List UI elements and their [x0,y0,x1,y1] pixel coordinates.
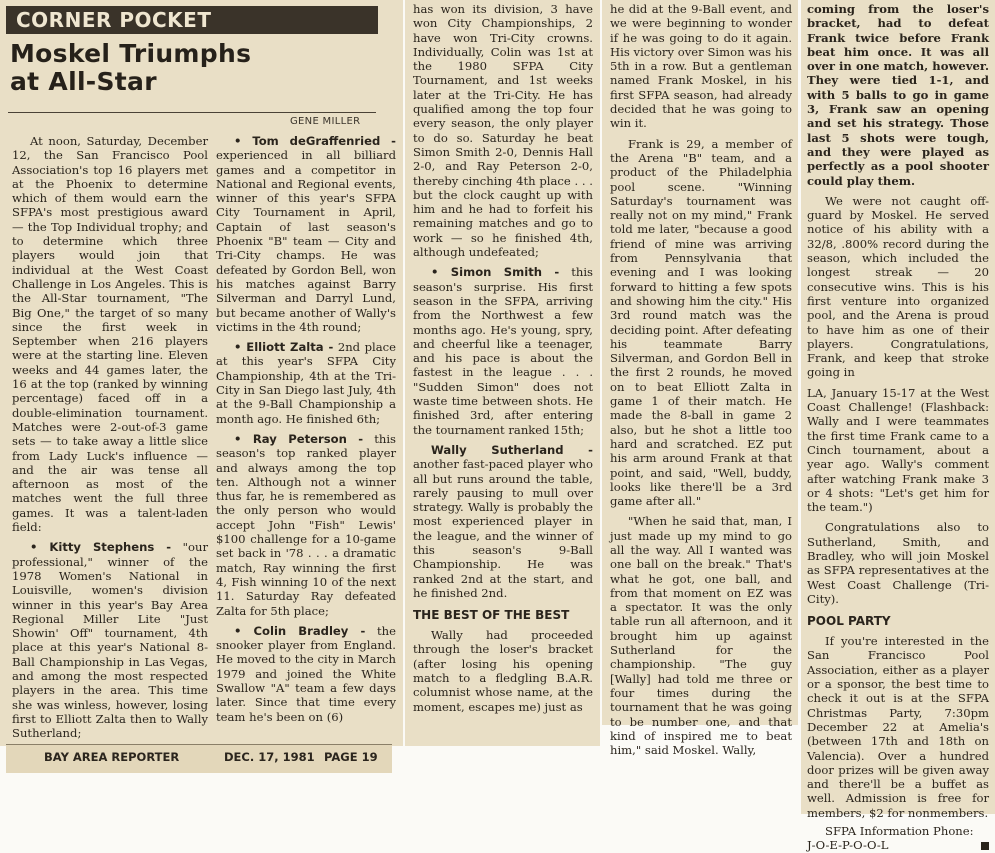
wally-text: another fast-paced player who all but runs around the table, rarely pausing to mull over strategy. Wally is probably the most experienced player in the league, and the winner of this season's 9-Ball Championship. He was ranked 2nd at the start, and he finished 2nd. [413,457,593,600]
col5-paragraph-3: LA, January 15-17 at the West Coast Challenge! (Flashback: Wally and I were teammates the first time Frank came to a Cinch tournament, about a year ago. Wally's comment after watching Frank make 3 or 4 shots: "Let's get him for the team.") [807,385,989,515]
pool-party-heading: POOL PARTY [807,614,891,629]
kitty-paragraph [12,540,208,740]
colin-name: • Colin Bradley - [234,623,366,638]
colin-paragraph [216,624,396,724]
clipping-column-5 [801,0,995,853]
tom-text: experienced in all billiard games and a competitor in National and Regional events, winner of this year's SFPA City Tournament in April, Captain of last season's Phoenix "B" team — City and Tri-City champs. He was defeated by Gordon Bell, won his matches against Barry Silverman and Darryl Lund, but became another of Wally's victims in the 4th round; [216,148,396,334]
elliott-text: 2nd place at this year's SFPA City Championship, 4th at the Tri-City in San Diego last July, 4th at the 9-Ball Championship a month ago. He finished 6th; [216,340,396,426]
phone-label: SFPA Information Phone: [825,824,974,839]
column-title: CORNER POCKET [16,8,212,32]
byline: GENE MILLER [290,116,361,127]
col4-paragraph-2: Frank is 29, a member of the Arena "B" team, and a product of the Philadelphia pool scene. "Winning Saturday's tournament was really not on my mind," Frank told me later, "because a good friend of mine was arriving from Pennsylvania that evening and I was looking forward to hitting a few spots and showing him the city." His 3rd round match was the deciding point. After defeating his teammate Barry Silverman, and Gordon Bell in the first 2 rounds, he moved on to beat Elliott Zalta in game 1 of their match. He made the 8-ball in game 2 also, but he shot a little too hard and scratched. EZ put his arm around Frank at that point, and said, "Well, buddy, looks like there'll be a 3rd game after all." [610,136,792,509]
ray-paragraph [216,432,396,618]
headline [10,40,380,96]
elliott-name: • Elliott Zalta - [234,340,334,355]
intro-paragraph: At noon, Saturday, December 12, the San Francisco Pool Association's top 16 players met at the Phoenix to determine which of them would earn the SFPA's most prestigious award — the Top Individual trophy; and to determine which three players would join that individual at the West Coast Challenge in Los Angeles. This is the All-Star tournament, "The Big One," the target of so many since the first week in September when 216 players were at the starting line. Eleven weeks and 44 games later, the 16 at the top (ranked by winning percentage) faced off in a double-elimination tournament. Matches were 2-out-of-3 game sets — to take away a little slice from Lady Luck's influence — and the air was tense all afternoon as most of the matches went the full three games. It was a talent-laden field: [12,134,208,535]
header-rule [8,112,376,113]
wally-name: Wally Sutherland - [431,442,593,457]
column-1 [12,134,208,740]
col5-paragraph-4: Congratulations also to Sutherland, Smith, and Bradley, who will join Moskel as SFPA representatives at the West Coast Challenge (Tri-City). [807,520,989,606]
elliott-paragraph [216,340,396,426]
best-paragraph: Wally had proceeded through the loser's bracket (after losing his opening match to a fledgling B.A.R. columnist whose name, at the moment, escapes me) just as [413,628,593,714]
colin-continued: has won its division, 3 have won City Championships, 2 have won Tri-City crowns. Individually, Colin was 1st at the 1980 SFPA City Tournament, and 1st weeks later at the Tri-City. He has qualified among the top four every season, the only player to do so. Saturday he beat Simon Smith 2-0, Dennis Hall 2-0, and Ray Peterson 2-0, thereby cinching 4th place . . . but the clock caught up with him and he had to forfeit his remaining matches and go to work — so he finished 4th, although undefeated; [413,2,593,260]
wally-paragraph [413,443,593,600]
tom-paragraph [216,134,396,334]
column-5 [807,2,989,853]
colin-text: the snooker player from England. He moved to the city in March 1979 and joined the White Swallow "A" team a few days later. Since that time every team he's been on (6) [216,623,396,724]
headline-line2: at All-Star [10,67,157,96]
kitty-name: • Kitty Stephens - [30,540,172,555]
column-2 [216,134,396,724]
kitty-text: "our professional," winner of the 1978 Women's National in Louisville, women's division winner in this year's Bay Area Regional Miller Lite "Just Showin' Off" tournament, 4th place at this year's National 8-Ball Championship in Las Vegas, and among the most respected players in the area. This time she was winless, however, losing first to Elliott Zalta then to Wally Sutherland; [12,540,208,741]
headline-line1: Moskel Triumphs [10,39,252,68]
pool-party-paragraph: If you're interested in the San Francisco Pool Association, either as a player or a sponsor, the best time to check it out is at the SFPA Christmas Party, 7:30pm December 22 at Amelia's (between 17th and 18th on Valencia). Over a hundred door prizes will be given away and there'll be a buffet as well. Admission is free for members, $2 for nonmembers. [807,634,989,820]
publication-date: DEC. 17, 1981 [224,750,315,764]
simon-paragraph [413,265,593,437]
column-title-banner [6,6,378,34]
clipping-column-3 [405,0,600,746]
tom-name: • Tom deGraffenried - [234,134,396,148]
simon-name: • Simon Smith - [431,265,560,280]
simon-text: this season's surprise. His first season in the SFPA, arriving from the Northwest a few months ago. He's young, spry, and cheerful like a teenager, and his pace is about the fastest in the league . . . "Sudden Simon" does not waste time between shots. He finished 3rd, after entering the tournament ranked 15th; [413,265,593,437]
column-4 [610,2,792,757]
col4-paragraph-3: "When he said that, man, I just made up my mind to go all the way. All I wanted was one ball on the break." That's what he got, one ball, and from that moment on EZ was a spectator. It was the only table run all afternoon, and it brought him up against Sutherland for the championship. "The guy [Wally] had told me three or four times during the tournament that he was going to be number one, and that kind of inspired me to beat him," said Moskel. Wally, [610,514,792,758]
best-heading: THE BEST OF THE BEST [413,608,570,623]
publication-name: BAY AREA REPORTER [44,750,180,764]
col5-paragraph-2: We were not caught off-guard by Moskel. He served notice of his ability with a 32/8, .800% record during the season, which included the longest streak — 20 consecutive wins. This is his first venture into organized pool, and the Arena is proud to have him as one of their players. Congratulations, Frank, and keep that stroke going in [807,193,989,380]
column-3 [413,2,593,714]
end-mark-icon [981,842,989,850]
page-number: PAGE 19 [324,750,378,764]
phone-line [807,838,989,852]
clipping-column-4 [602,0,798,758]
phone-number: J-O-E-P-O-O-L [807,838,889,853]
col5-paragraph-1: coming from the loser's bracket, had to defeat Frank twice before Frank beat him once. It was all over in one match, however. They were tied 1-1, and with 5 balls to go in game 3, Frank saw an opening and set his strategy. Those last 5 shots were tough, and they were played as perfectly as a pool shooter could play them. [807,2,989,188]
ray-name: • Ray Peterson - [234,431,364,446]
footer-strip [6,744,392,773]
col4-paragraph-1: he did at the 9-Ball event, and we were beginning to wonder if he was going to do it again. His victory over Simon was his 5th in a row. But a gentleman named Frank Moskel, in his first SFPA season, had already decided that he was going to win it. [610,2,792,131]
clipping-left [0,0,403,746]
ray-text: this season's top ranked player and always among the top ten. Although not a winner thus far, he is remembered as the only person who would accept John "Fish" Lewis' $100 challenge for a 10-game set back in '78 . . . a dramatic match, Ray winning the first 4, Fish winning 10 of the next 11. Saturday Ray defeated Zalta for 5th place; [216,431,396,618]
